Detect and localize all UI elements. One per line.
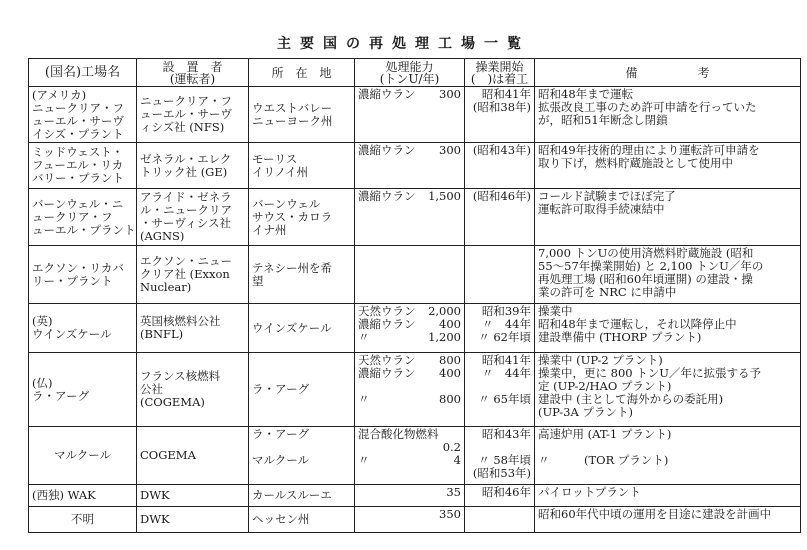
table-row: [29, 507, 801, 533]
notes-line: 拡張改良工事のため許可申請を行っていた: [538, 100, 757, 114]
capacity-amount: 0.2: [442, 440, 461, 454]
notes-line: (UP-3A プラント): [538, 405, 633, 419]
capacity-fuel-type: 〃: [358, 453, 370, 467]
cell-notes: [535, 353, 801, 427]
notes-line: 建設準備中 (THORP プラント): [538, 330, 702, 344]
cell-operator: [137, 304, 249, 353]
capacity-amount: 1,500: [428, 189, 461, 203]
start-line: (昭和46年): [472, 189, 531, 203]
notes-line: 昭和60年代中頃の運用を目途に建設を計画中: [538, 507, 772, 521]
operator-line: ゼネラル・エレク: [140, 151, 232, 166]
start-line: (昭和43年): [472, 143, 531, 157]
table-row: [29, 427, 801, 485]
start-line: 〃 62年頃: [478, 330, 531, 344]
cell-plant-name: [29, 189, 137, 246]
cell-notes: [535, 189, 801, 246]
capacity-fuel-type: 濃縮ウラン: [358, 87, 416, 101]
capacity-amount: 300: [439, 87, 461, 101]
cell-start: [465, 246, 535, 304]
cell-start: [465, 143, 535, 189]
operator-line: クリア社 (Exxon: [140, 267, 230, 281]
capacity-line: [358, 190, 461, 203]
location-line: テネシー州を希: [252, 260, 333, 275]
cell-location: [249, 189, 355, 246]
plant-name-line: ューエル・プラント: [32, 222, 136, 237]
capacity-line: [358, 441, 461, 454]
capacity-amount: 350: [439, 507, 461, 521]
plant-name-line: (英): [32, 314, 53, 328]
capacity-fuel-type: [358, 508, 362, 521]
capacity-line: [358, 367, 461, 380]
cell-notes: [535, 143, 801, 189]
notes-line: 再処理工場 (昭和60年頃運開) の建設・操: [538, 272, 753, 286]
location-line: マルクール: [252, 453, 310, 467]
notes-line: 運転許可取得手続凍結中: [538, 202, 665, 216]
plant-name-line: リー・プラント: [32, 273, 113, 288]
cell-notes: [535, 87, 801, 143]
table-row: [29, 246, 801, 304]
start-line: (昭和53年): [472, 466, 531, 480]
cell-location: [249, 485, 355, 507]
cell-plant-name: [29, 485, 137, 507]
cell-start: [465, 353, 535, 427]
cell-plant-name: [29, 143, 137, 189]
plant-name-line: ューエル・サーヴ: [32, 113, 124, 128]
notes-line: が，昭和51年断念し閉鎖: [538, 113, 668, 127]
cell-operator: [137, 246, 249, 304]
capacity-amount: 4: [453, 453, 461, 467]
start-line: 昭和41年: [481, 87, 531, 101]
capacity-line: [358, 393, 461, 406]
plant-name-line: 不明: [71, 512, 94, 526]
capacity-fuel-type: 天然ウラン: [358, 304, 416, 318]
reprocessing-plants-table: [28, 58, 801, 533]
capacity-line: [358, 508, 461, 521]
notes-line: 55～57年操業開始) と 2,100 トンU／年の: [538, 259, 764, 273]
operator-line: ニュークリア・フ: [140, 94, 232, 108]
header-notes: 備 考: [535, 59, 801, 87]
operator-line: ル・ニュークリア: [140, 203, 232, 217]
capacity-amount: 1,200: [428, 330, 461, 344]
notes-line: 業の許可を NRC に申請中: [538, 285, 677, 299]
plant-name-line: フューエル・リカ: [32, 158, 124, 172]
operator-line: Nuclear): [140, 280, 192, 294]
cell-operator: [137, 427, 249, 485]
cell-capacity: [355, 189, 465, 246]
start-line: 〃 44年: [481, 317, 531, 331]
notes-line: 建設中 (主として海外からの委託用): [538, 392, 724, 406]
plant-name-line: マルクール: [53, 448, 112, 462]
capacity-fuel-type: 天然ウラン: [358, 353, 416, 367]
header-capacity: 処理能力 (トンU/年): [355, 59, 465, 87]
capacity-fuel-type: 〃: [358, 392, 370, 406]
notes-line: 操業中 (UP-2 プラント): [538, 353, 663, 367]
cell-operator: [137, 189, 249, 246]
operator-line: DWK: [140, 512, 170, 526]
cell-plant-name: [29, 353, 137, 427]
cell-start: [465, 427, 535, 485]
location-line: ウインズケール: [252, 320, 332, 335]
location-line: ラ・アーグ: [252, 427, 310, 441]
capacity-amount: 800: [439, 353, 461, 367]
plant-name-line: バーンウェル・ニ: [32, 196, 124, 211]
notes-line: 〃 (TOR プラント): [538, 453, 669, 467]
plant-name-line: (仏): [32, 375, 53, 390]
location-line: ウエストバレー: [252, 100, 333, 115]
cell-location: [249, 353, 355, 427]
capacity-amount: 400: [439, 366, 461, 380]
cell-plant-name: [29, 304, 137, 353]
location-line: ヘッセン州: [252, 512, 310, 526]
header-location: 所 在 地: [249, 59, 355, 87]
capacity-fuel-type: 濃縮ウラン: [358, 317, 416, 331]
cell-operator: [137, 353, 249, 427]
cell-notes: [535, 304, 801, 353]
cell-plant-name: [29, 246, 137, 304]
operator-line: フランス核燃料: [140, 369, 221, 383]
notes-line: 操業中: [538, 304, 573, 318]
cell-capacity: [355, 143, 465, 189]
cell-location: [249, 304, 355, 353]
plant-name-line: エクソン・リカバ: [32, 260, 124, 275]
cell-start: [465, 485, 535, 507]
capacity-amount: 2,000: [428, 304, 461, 318]
capacity-fuel-type: 混合酸化物燃料: [358, 427, 439, 441]
cell-location: [249, 427, 355, 485]
location-line: ニューヨーク州: [252, 113, 333, 128]
cell-location: [249, 87, 355, 143]
cell-notes: [535, 246, 801, 304]
cell-start: [465, 87, 535, 143]
plant-name-line: ラ・アーグ: [32, 388, 90, 403]
capacity-line: [358, 454, 461, 467]
operator-line: (BNFL): [140, 327, 184, 341]
start-line: 昭和46年: [481, 485, 531, 499]
cell-location: [249, 246, 355, 304]
cell-start: [465, 304, 535, 353]
cell-plant-name: [29, 87, 137, 143]
table-row: [29, 143, 801, 189]
capacity-line: [358, 144, 461, 157]
notes-line: 7,000 トンUの使用済燃料貯蔵施設 (昭和: [538, 246, 754, 260]
notes-line: 取り下げ，燃料貯蔵施設として使用中: [538, 156, 734, 170]
location-line: ラ・アーグ: [252, 382, 310, 396]
start-line: 昭和39年: [481, 304, 531, 318]
location-line: イナ州: [252, 222, 287, 237]
cell-plant-name: [29, 507, 137, 533]
table-row: [29, 353, 801, 427]
header-start: 操業開始 ( )は着工: [465, 59, 535, 87]
cell-capacity: [355, 353, 465, 427]
start-line: 〃 58年頃: [478, 453, 531, 467]
cell-capacity: [355, 246, 465, 304]
header-name: (国名)工場名: [29, 59, 137, 87]
cell-notes: [535, 485, 801, 507]
operator-line: トリック社 (GE): [140, 164, 228, 179]
start-line: 〃 44年: [481, 366, 531, 380]
location-line: サウス・カロラ: [252, 209, 333, 224]
notes-line: 操業中，更に 800 トンU／年に拡張する予: [538, 366, 761, 380]
operator-line: ィシズ社 (NFS): [140, 120, 225, 134]
notes-line: 昭和48年まで運転し，それ以降停止中: [538, 317, 737, 331]
start-line: (昭和38年): [472, 100, 531, 114]
start-line: 昭和43年: [481, 427, 531, 441]
plant-name-line: ニュークリア・フ: [32, 100, 124, 115]
capacity-line: [358, 486, 461, 499]
table-row: [29, 87, 801, 143]
cell-capacity: [355, 87, 465, 143]
operator-line: DWK: [140, 488, 170, 502]
location-line: カールスルーエ: [252, 488, 332, 502]
start-line: 〃 65年頃: [478, 392, 531, 406]
plant-name-line: ミッドウェスト・: [32, 145, 124, 159]
notes-line: 定 (UP-2/HAO プラント): [538, 379, 672, 393]
operator-line: エクソン・ニュー: [140, 254, 232, 268]
capacity-line: [358, 331, 461, 344]
notes-line: 高速炉用 (AT-1 プラント): [538, 427, 672, 441]
capacity-fuel-type: 濃縮ウラン: [358, 366, 416, 380]
cell-notes: [535, 507, 801, 533]
notes-line: パイロットプラント: [538, 485, 641, 499]
notes-line: 昭和49年技術的理由により運転許可申請を: [538, 143, 760, 157]
operator-line: (COGEMA): [140, 395, 205, 409]
capacity-amount: 300: [439, 143, 461, 157]
capacity-amount: 800: [439, 392, 461, 406]
cell-notes: [535, 427, 801, 485]
start-line: 昭和41年: [481, 353, 531, 367]
page-title: 主要国の再処理工場一覧: [277, 36, 530, 52]
table-row: [29, 304, 801, 353]
header-operator: 設 置 者 (運転者): [137, 59, 249, 87]
operator-line: COGEMA: [140, 448, 196, 462]
cell-capacity: [355, 304, 465, 353]
header-row: [29, 59, 801, 87]
plant-name-line: (アメリカ): [32, 87, 87, 102]
cell-start: [465, 507, 535, 533]
operator-line: 英国核燃料公社: [140, 314, 221, 328]
location-line: バーンウェル: [252, 196, 321, 211]
table-row: [29, 485, 801, 507]
cell-capacity: [355, 427, 465, 485]
cell-operator: [137, 143, 249, 189]
location-line: イリノイ州: [252, 164, 309, 179]
operator-line: ・サーヴィシス社: [140, 216, 231, 230]
operator-line: ューエル・サーヴ: [140, 107, 232, 121]
cell-capacity: [355, 485, 465, 507]
cell-plant-name: [29, 427, 137, 485]
operator-line: アライド・ゼネラ: [140, 190, 232, 204]
notes-line: コールド試験までほぼ完了: [538, 189, 676, 203]
capacity-fuel-type: 濃縮ウラン: [358, 143, 416, 157]
notes-line: 昭和48年まで運転: [538, 87, 634, 101]
location-line: モーリス: [252, 151, 298, 166]
plant-name-line: ュークリア・フ: [32, 209, 113, 224]
cell-operator: [137, 87, 249, 143]
capacity-fuel-type: [358, 486, 362, 499]
operator-line: (AGNS): [140, 229, 185, 243]
operator-line: 公社: [140, 382, 163, 396]
cell-operator: [137, 485, 249, 507]
plant-name-line: (西独) WAK: [32, 488, 96, 502]
capacity-fuel-type: 〃: [358, 330, 370, 344]
cell-location: [249, 507, 355, 533]
location-line: 望: [252, 273, 264, 288]
plant-name-line: ウインズケール: [32, 327, 112, 341]
cell-operator: [137, 507, 249, 533]
table-row: [29, 189, 801, 246]
plant-name-line: バリー・プラント: [32, 171, 124, 185]
cell-capacity: [355, 507, 465, 533]
capacity-line: [358, 88, 461, 101]
cell-start: [465, 189, 535, 246]
plant-name-line: イシズ・プラント: [32, 126, 124, 141]
cell-location: [249, 143, 355, 189]
capacity-amount: 400: [439, 317, 461, 331]
capacity-amount: 35: [446, 485, 461, 499]
capacity-fuel-type: 濃縮ウラン: [358, 189, 416, 203]
